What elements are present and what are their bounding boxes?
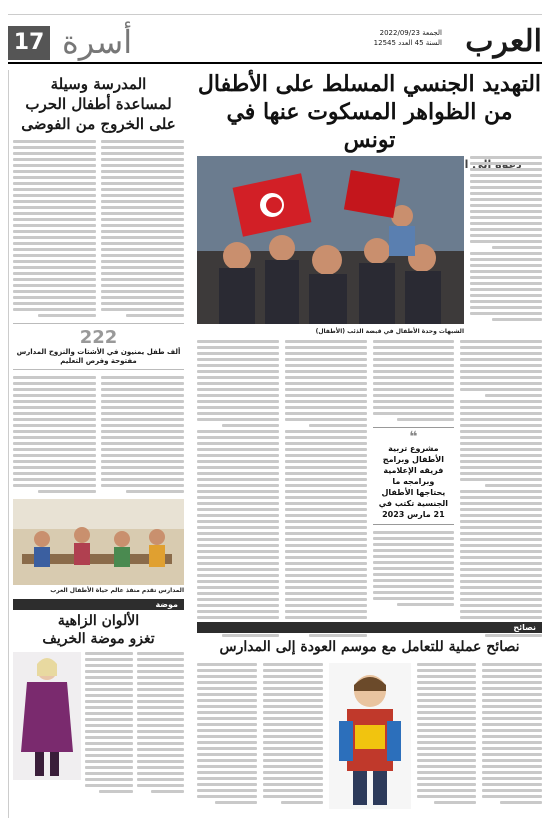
page-number: 17 — [8, 26, 50, 60]
lead-text-lines — [470, 156, 542, 321]
classroom-photo — [13, 499, 184, 585]
main-headline — [197, 70, 542, 154]
quote-icon: ❝ — [409, 429, 418, 445]
main-body-columns — [197, 340, 542, 618]
school-headline-line1: المدرسة وسيلة — [50, 75, 147, 93]
fashion-body — [9, 652, 188, 793]
top-rule — [8, 14, 542, 15]
main-headline-line2: من الظواهر المسكوت عنها في تونس — [226, 99, 513, 153]
body-column-2 — [373, 340, 455, 618]
fashion-headline-line1: الألوان الزاهية — [57, 613, 140, 629]
lead-row — [197, 156, 542, 336]
crowd-illustration — [197, 156, 464, 324]
stat-text: ألف طفل يمنيون في الأشتات والنزوح المدارس مفتوحة وفرص التعليم — [16, 348, 181, 365]
stat-box — [13, 323, 184, 370]
issue-date: الجمعة 2022/09/23 — [379, 29, 442, 37]
fashion-headline — [9, 612, 188, 648]
tips-body — [197, 663, 542, 811]
main-photo-caption: الشبهات وحدة الأطفال في قبضة الذئب (الأطفال) — [315, 328, 464, 335]
issue-meta — [374, 28, 442, 48]
tips-section-label: نصائح — [197, 622, 542, 633]
body-column-4 — [197, 340, 279, 618]
schoolboy-photo — [329, 663, 411, 809]
issue-number: السنة 45 العدد 12545 — [373, 39, 442, 47]
school-headline-line2: لمساعدة أطفال الحرب — [25, 95, 172, 113]
newspaper-logo: العرب — [465, 24, 542, 59]
fashion-section-label: موضة — [13, 599, 184, 610]
pullquote — [373, 427, 455, 525]
pullquote-text: مشروع تربية الأطفال وبرامج فريقه الإعلامية وبرامجه ما يحتاجها الأطفال الجنسية تكتب في 21 مارس 2023 — [378, 444, 449, 519]
school-body — [9, 140, 188, 317]
main-headline-line1: التهديد الجنسي المسلط على الأطفال — [197, 71, 542, 97]
body-column-1 — [460, 340, 542, 618]
section-title: أسرة — [62, 23, 133, 61]
tips-headline: نصائح عملية للتعامل مع موسم العودة إلى المدارس — [219, 639, 520, 655]
school-headline-line3: على الخروج من الفوضى — [21, 115, 176, 133]
masthead — [8, 24, 542, 64]
main-story — [197, 70, 542, 618]
body-column-3 — [285, 340, 367, 618]
fashion-model-photo — [13, 652, 81, 780]
classroom-caption: المدارس تقدم منفذ عالم حياة الأطفال العرب — [50, 587, 184, 594]
schoolboy-illustration — [329, 663, 411, 809]
school-headline — [9, 74, 188, 134]
school-body-2 — [9, 376, 188, 493]
stat-number: 222 — [79, 327, 118, 348]
tips-story — [197, 622, 542, 818]
classroom-illustration — [13, 499, 184, 585]
left-column — [8, 70, 188, 818]
fashion-model-illustration — [13, 652, 81, 780]
protest-photo — [197, 156, 464, 324]
fashion-headline-line2: تغزو موضة الخريف — [42, 631, 155, 647]
lead-text — [470, 156, 542, 321]
